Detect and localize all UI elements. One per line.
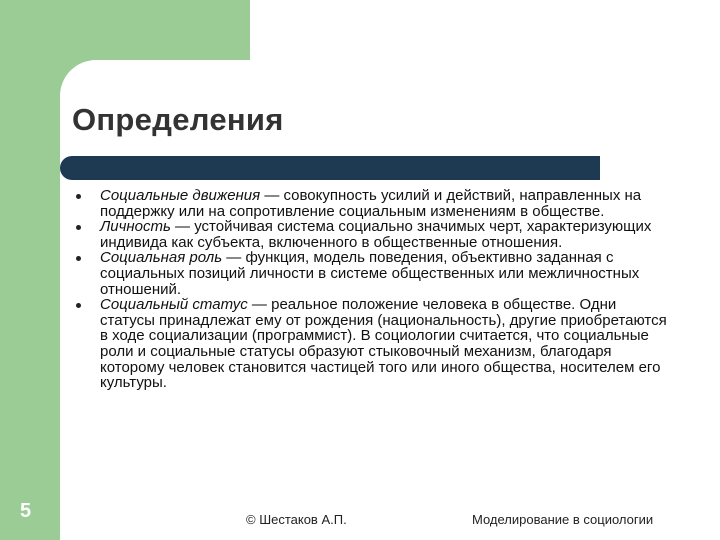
definition-text: — реальное положение человека в обществе. Одни статусы принадлежат ему от рождения (национальность), другие приобретаются в ходе социализации (программист). В социологии считается, что социальные роли и социальные статусы образуют стыковочный механизм, благодаря которому человек становится частицей того или иного общества, носителем его культуры. [100,296,667,392]
list-item [74,250,674,297]
definition-text: — совокупность усилий и действий, направленных на поддержку или на сопротивление социальным изменениям в обществе. [100,187,642,220]
definition-text: — устойчивая система социально значимых черт, характеризующих индивида как субъекта, включенного в общественные отношения. [100,218,652,251]
footer-course-title: Моделирование в социологии [472,512,654,527]
list-item [74,188,674,219]
definitions-list [74,188,674,391]
definition-term: Социальная роль [100,249,223,267]
list-item [74,219,674,250]
page-number: 5 [20,500,32,522]
definition-term: Социальный статус [100,296,248,314]
slide-title: Определения [72,102,284,137]
definition-term: Личность [100,218,171,236]
list-item [74,297,674,391]
definition-text: — функция, модель поведения, объективно заданная с социальных позиций личности в системе общественных или межличностных отношений. [100,249,640,298]
definition-term: Социальные движения [100,187,261,204]
footer-author: © Шестаков А.П. [246,512,347,527]
title-underline-bar [60,156,600,180]
